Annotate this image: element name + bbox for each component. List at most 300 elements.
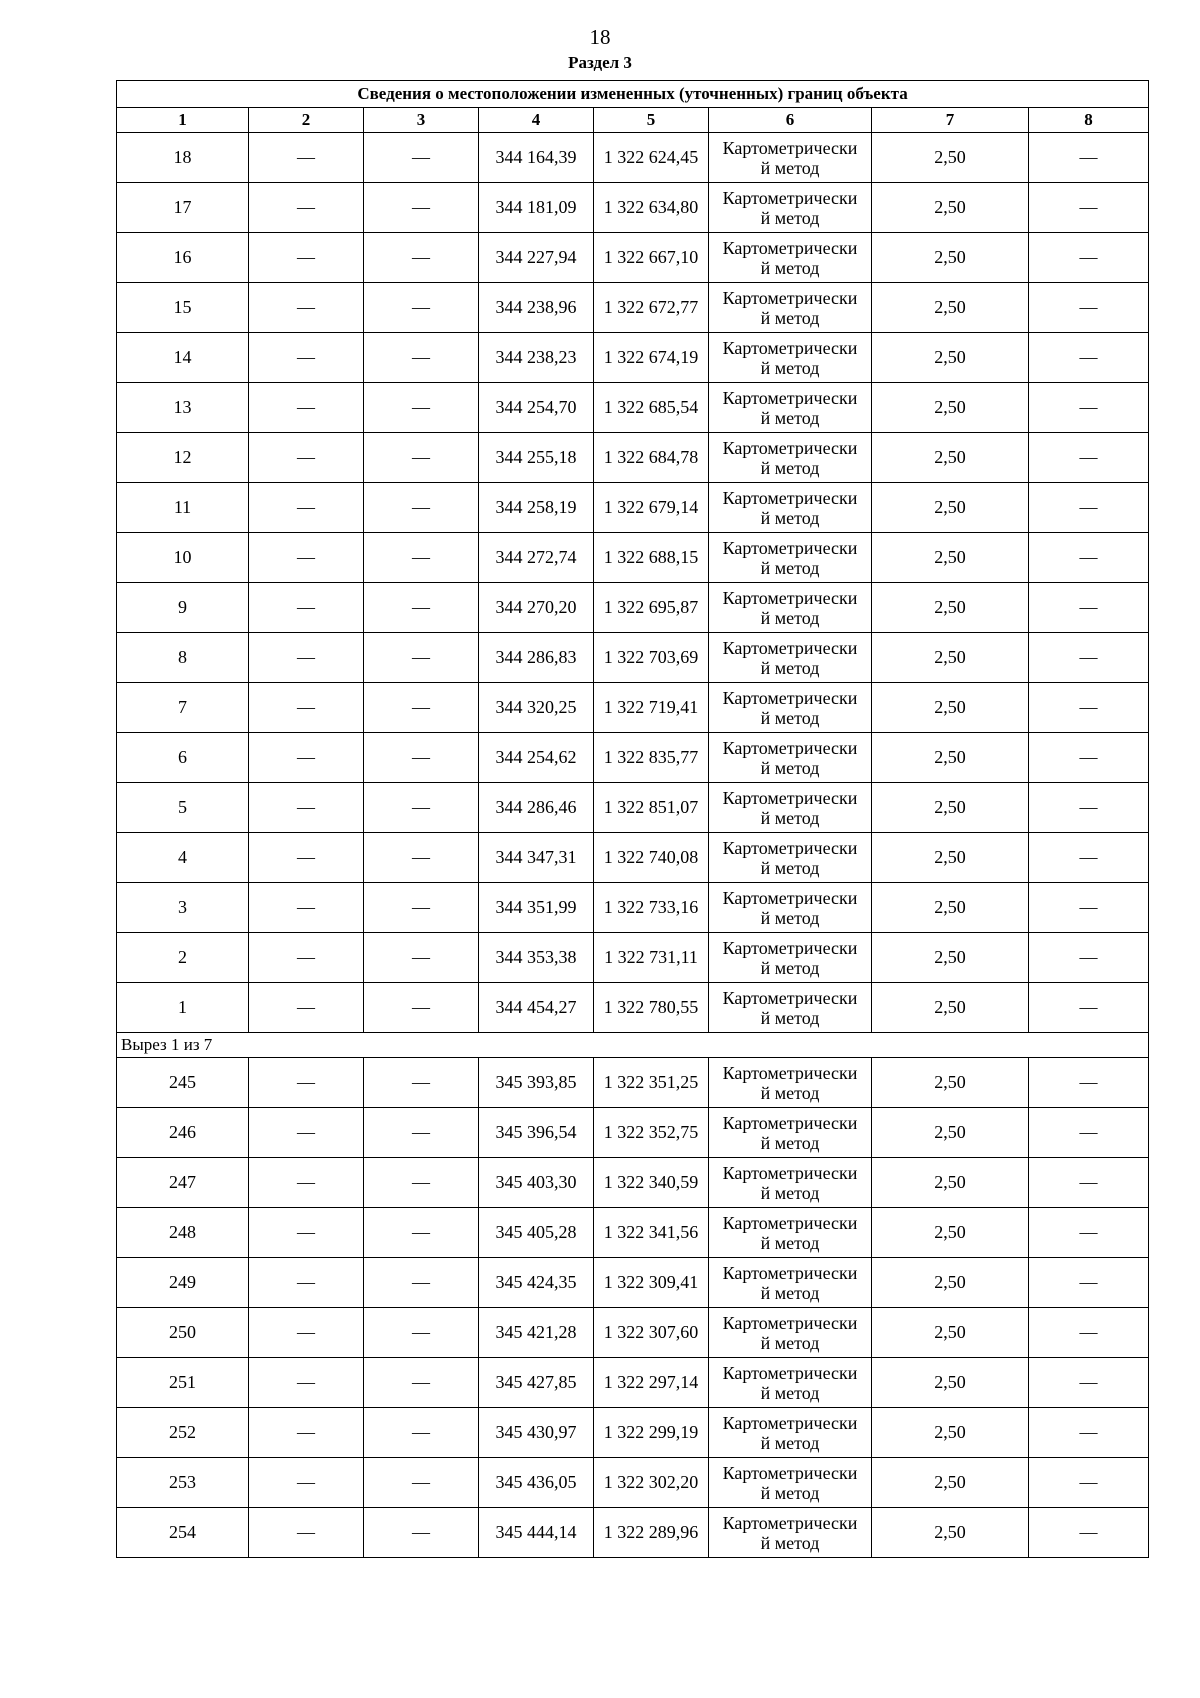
- method-text-line: Картометрически: [722, 1312, 858, 1333]
- empty-dash-cell: —: [364, 433, 479, 483]
- column-number: 8: [1029, 108, 1149, 133]
- table-row: [117, 383, 1149, 433]
- column-number-row: [117, 108, 1149, 133]
- method-cell: [709, 1458, 872, 1508]
- precision-cell: 2,50: [872, 233, 1029, 283]
- method-text-line: й метод: [760, 707, 820, 728]
- y-coordinate-cell: 1 322 835,77: [594, 733, 709, 783]
- empty-dash-cell: —: [249, 1408, 364, 1458]
- point-number-cell: 9: [117, 583, 249, 633]
- empty-dash-cell: —: [249, 1358, 364, 1408]
- table-row: [117, 583, 1149, 633]
- table-row: [117, 1358, 1149, 1408]
- method-cell: [709, 983, 872, 1033]
- y-coordinate-cell: 1 322 672,77: [594, 283, 709, 333]
- precision-cell: 2,50: [872, 883, 1029, 933]
- x-coordinate-cell: 345 393,85: [479, 1058, 594, 1108]
- x-coordinate-cell: 344 270,20: [479, 583, 594, 633]
- y-coordinate-cell: 1 322 674,19: [594, 333, 709, 383]
- empty-dash-cell: —: [1029, 233, 1149, 283]
- y-coordinate-cell: 1 322 352,75: [594, 1108, 709, 1158]
- x-coordinate-cell: 344 272,74: [479, 533, 594, 583]
- method-text-line: Картометрически: [722, 1412, 858, 1433]
- precision-cell: 2,50: [872, 483, 1029, 533]
- method-text-line: й метод: [760, 807, 820, 828]
- point-number-cell: 3: [117, 883, 249, 933]
- method-text-line: й метод: [760, 1132, 820, 1153]
- empty-dash-cell: —: [249, 933, 364, 983]
- precision-cell: 2,50: [872, 1108, 1029, 1158]
- precision-cell: 2,50: [872, 733, 1029, 783]
- point-number-cell: 1: [117, 983, 249, 1033]
- table-row: [117, 683, 1149, 733]
- table-row: [117, 1408, 1149, 1458]
- method-text-line: й метод: [760, 357, 820, 378]
- table-row: [117, 1208, 1149, 1258]
- page-number: 18: [589, 25, 611, 49]
- precision-cell: 2,50: [872, 1358, 1029, 1408]
- method-cell: [709, 783, 872, 833]
- method-cell: [709, 833, 872, 883]
- empty-dash-cell: —: [364, 1258, 479, 1308]
- column-number: 5: [594, 108, 709, 133]
- empty-dash-cell: —: [364, 183, 479, 233]
- point-number-cell: 12: [117, 433, 249, 483]
- method-text-line: Картометрически: [722, 837, 858, 858]
- table-row: [117, 233, 1149, 283]
- table-row: [117, 783, 1149, 833]
- precision-cell: 2,50: [872, 183, 1029, 233]
- column-number: 2: [249, 108, 364, 133]
- point-number-cell: 254: [117, 1508, 249, 1558]
- point-number-cell: 11: [117, 483, 249, 533]
- method-text-line: й метод: [760, 1082, 820, 1103]
- x-coordinate-cell: 344 286,46: [479, 783, 594, 833]
- empty-dash-cell: —: [364, 1158, 479, 1208]
- method-text-line: Картометрически: [722, 1362, 858, 1383]
- empty-dash-cell: —: [249, 1158, 364, 1208]
- point-number-cell: 6: [117, 733, 249, 783]
- empty-dash-cell: —: [364, 333, 479, 383]
- table-body: [117, 133, 1149, 1558]
- y-coordinate-cell: 1 322 695,87: [594, 583, 709, 633]
- empty-dash-cell: —: [249, 733, 364, 783]
- method-text-line: Картометрически: [722, 987, 858, 1008]
- point-number-cell: 15: [117, 283, 249, 333]
- precision-cell: 2,50: [872, 1508, 1029, 1558]
- precision-cell: 2,50: [872, 283, 1029, 333]
- method-text-line: Картометрически: [722, 1112, 858, 1133]
- point-number-cell: 246: [117, 1108, 249, 1158]
- table-row: [117, 1158, 1149, 1208]
- point-number-cell: 17: [117, 183, 249, 233]
- method-cell: [709, 183, 872, 233]
- method-cell: [709, 933, 872, 983]
- empty-dash-cell: —: [1029, 383, 1149, 433]
- y-coordinate-cell: 1 322 309,41: [594, 1258, 709, 1308]
- method-cell: [709, 233, 872, 283]
- point-number-cell: 249: [117, 1258, 249, 1308]
- method-cell: [709, 133, 872, 183]
- empty-dash-cell: —: [249, 1258, 364, 1308]
- y-coordinate-cell: 1 322 780,55: [594, 983, 709, 1033]
- method-cell: [709, 733, 872, 783]
- x-coordinate-cell: 344 181,09: [479, 183, 594, 233]
- empty-dash-cell: —: [364, 1058, 479, 1108]
- empty-dash-cell: —: [1029, 633, 1149, 683]
- empty-dash-cell: —: [1029, 183, 1149, 233]
- point-number-cell: 16: [117, 233, 249, 283]
- x-coordinate-cell: 344 227,94: [479, 233, 594, 283]
- empty-dash-cell: —: [249, 433, 364, 483]
- section-title: Раздел 3: [568, 53, 632, 72]
- empty-dash-cell: —: [364, 383, 479, 433]
- empty-dash-cell: —: [364, 533, 479, 583]
- x-coordinate-cell: 344 353,38: [479, 933, 594, 983]
- empty-dash-cell: —: [364, 833, 479, 883]
- empty-dash-cell: —: [364, 1408, 479, 1458]
- y-coordinate-cell: 1 322 667,10: [594, 233, 709, 283]
- x-coordinate-cell: 344 320,25: [479, 683, 594, 733]
- column-number: 3: [364, 108, 479, 133]
- table-row: [117, 883, 1149, 933]
- x-coordinate-cell: 344 286,83: [479, 633, 594, 683]
- method-text-line: й метод: [760, 1232, 820, 1253]
- empty-dash-cell: —: [364, 583, 479, 633]
- empty-dash-cell: —: [1029, 1358, 1149, 1408]
- x-coordinate-cell: 345 427,85: [479, 1358, 594, 1408]
- method-cell: [709, 333, 872, 383]
- method-text-line: Картометрически: [722, 1262, 858, 1283]
- method-text-line: Картометрически: [722, 287, 858, 308]
- empty-dash-cell: —: [1029, 533, 1149, 583]
- method-cell: [709, 483, 872, 533]
- empty-dash-cell: —: [1029, 883, 1149, 933]
- x-coordinate-cell: 344 254,70: [479, 383, 594, 433]
- method-text-line: й метод: [760, 1007, 820, 1028]
- method-cell: [709, 633, 872, 683]
- precision-cell: 2,50: [872, 533, 1029, 583]
- x-coordinate-cell: 344 238,23: [479, 333, 594, 383]
- method-text-line: й метод: [760, 1482, 820, 1503]
- method-cell: [709, 1358, 872, 1408]
- method-text-line: й метод: [760, 907, 820, 928]
- point-number-cell: 248: [117, 1208, 249, 1258]
- empty-dash-cell: —: [1029, 1308, 1149, 1358]
- table-row: [117, 483, 1149, 533]
- table-row: [117, 433, 1149, 483]
- empty-dash-cell: —: [1029, 683, 1149, 733]
- table-row: [117, 933, 1149, 983]
- subsection-label: Вырез 1 из 7: [117, 1033, 1149, 1058]
- method-cell: [709, 433, 872, 483]
- point-number-cell: 5: [117, 783, 249, 833]
- empty-dash-cell: —: [249, 1058, 364, 1108]
- precision-cell: 2,50: [872, 683, 1029, 733]
- empty-dash-cell: —: [364, 1458, 479, 1508]
- column-number: 1: [117, 108, 249, 133]
- method-text-line: й метод: [760, 457, 820, 478]
- method-cell: [709, 683, 872, 733]
- precision-cell: 2,50: [872, 633, 1029, 683]
- method-text-line: Картометрически: [722, 1212, 858, 1233]
- empty-dash-cell: —: [1029, 1208, 1149, 1258]
- empty-dash-cell: —: [249, 183, 364, 233]
- empty-dash-cell: —: [364, 1108, 479, 1158]
- boundary-coordinates-table: [116, 80, 1149, 1558]
- method-text-line: Картометрически: [722, 187, 858, 208]
- y-coordinate-cell: 1 322 341,56: [594, 1208, 709, 1258]
- method-text-line: Картометрически: [722, 237, 858, 258]
- empty-dash-cell: —: [249, 1108, 364, 1158]
- method-text-line: Картометрически: [722, 437, 858, 458]
- table-row: [117, 1308, 1149, 1358]
- method-cell: [709, 383, 872, 433]
- empty-dash-cell: —: [364, 233, 479, 283]
- method-text-line: й метод: [760, 607, 820, 628]
- empty-dash-cell: —: [249, 1508, 364, 1558]
- x-coordinate-cell: 344 347,31: [479, 833, 594, 883]
- y-coordinate-cell: 1 322 299,19: [594, 1408, 709, 1458]
- method-cell: [709, 1108, 872, 1158]
- y-coordinate-cell: 1 322 703,69: [594, 633, 709, 683]
- empty-dash-cell: —: [364, 883, 479, 933]
- y-coordinate-cell: 1 322 731,11: [594, 933, 709, 983]
- point-number-cell: 14: [117, 333, 249, 383]
- method-text-line: Картометрически: [722, 787, 858, 808]
- table-row: [117, 333, 1149, 383]
- method-text-line: й метод: [760, 257, 820, 278]
- method-text-line: й метод: [760, 157, 820, 178]
- y-coordinate-cell: 1 322 302,20: [594, 1458, 709, 1508]
- point-number-cell: 7: [117, 683, 249, 733]
- column-number: 6: [709, 108, 872, 133]
- y-coordinate-cell: 1 322 634,80: [594, 183, 709, 233]
- empty-dash-cell: —: [364, 783, 479, 833]
- precision-cell: 2,50: [872, 833, 1029, 883]
- precision-cell: 2,50: [872, 983, 1029, 1033]
- method-text-line: Картометрически: [722, 137, 858, 158]
- method-text-line: Картометрически: [722, 1462, 858, 1483]
- table-row: [117, 733, 1149, 783]
- precision-cell: 2,50: [872, 1408, 1029, 1458]
- method-cell: [709, 1158, 872, 1208]
- precision-cell: 2,50: [872, 1058, 1029, 1108]
- point-number-cell: 247: [117, 1158, 249, 1208]
- y-coordinate-cell: 1 322 351,25: [594, 1058, 709, 1108]
- empty-dash-cell: —: [249, 333, 364, 383]
- y-coordinate-cell: 1 322 289,96: [594, 1508, 709, 1558]
- y-coordinate-cell: 1 322 851,07: [594, 783, 709, 833]
- point-number-cell: 8: [117, 633, 249, 683]
- table-row: [117, 1458, 1149, 1508]
- precision-cell: 2,50: [872, 1458, 1029, 1508]
- empty-dash-cell: —: [249, 133, 364, 183]
- method-cell: [709, 1058, 872, 1108]
- precision-cell: 2,50: [872, 1208, 1029, 1258]
- empty-dash-cell: —: [249, 583, 364, 633]
- table-row: [117, 633, 1149, 683]
- point-number-cell: 253: [117, 1458, 249, 1508]
- empty-dash-cell: —: [249, 1308, 364, 1358]
- precision-cell: 2,50: [872, 383, 1029, 433]
- empty-dash-cell: —: [1029, 1458, 1149, 1508]
- y-coordinate-cell: 1 322 340,59: [594, 1158, 709, 1208]
- method-text-line: й метод: [760, 857, 820, 878]
- method-cell: [709, 533, 872, 583]
- method-text-line: Картометрически: [722, 387, 858, 408]
- x-coordinate-cell: 345 405,28: [479, 1208, 594, 1258]
- precision-cell: 2,50: [872, 1158, 1029, 1208]
- empty-dash-cell: —: [364, 1308, 479, 1358]
- x-coordinate-cell: 345 430,97: [479, 1408, 594, 1458]
- empty-dash-cell: —: [1029, 1158, 1149, 1208]
- method-text-line: Картометрически: [722, 587, 858, 608]
- method-text-line: й метод: [760, 307, 820, 328]
- y-coordinate-cell: 1 322 679,14: [594, 483, 709, 533]
- y-coordinate-cell: 1 322 297,14: [594, 1358, 709, 1408]
- empty-dash-cell: —: [364, 633, 479, 683]
- column-number: 4: [479, 108, 594, 133]
- method-text-line: й метод: [760, 1382, 820, 1403]
- method-text-line: й метод: [760, 1432, 820, 1453]
- table-row: [117, 183, 1149, 233]
- precision-cell: 2,50: [872, 933, 1029, 983]
- y-coordinate-cell: 1 322 719,41: [594, 683, 709, 733]
- method-cell: [709, 883, 872, 933]
- method-text-line: Картометрически: [722, 1162, 858, 1183]
- method-text-line: Картометрически: [722, 687, 858, 708]
- empty-dash-cell: —: [249, 883, 364, 933]
- method-text-line: й метод: [760, 207, 820, 228]
- x-coordinate-cell: 344 164,39: [479, 133, 594, 183]
- x-coordinate-cell: 345 403,30: [479, 1158, 594, 1208]
- table-row: [117, 833, 1149, 883]
- empty-dash-cell: —: [1029, 1108, 1149, 1158]
- table-row: [117, 1508, 1149, 1558]
- y-coordinate-cell: 1 322 624,45: [594, 133, 709, 183]
- empty-dash-cell: —: [364, 1508, 479, 1558]
- empty-dash-cell: —: [1029, 1258, 1149, 1308]
- method-text-line: Картометрически: [722, 487, 858, 508]
- table-row: [117, 283, 1149, 333]
- point-number-cell: 4: [117, 833, 249, 883]
- empty-dash-cell: —: [249, 983, 364, 1033]
- table-row: [117, 1058, 1149, 1108]
- empty-dash-cell: —: [249, 1458, 364, 1508]
- method-text-line: й метод: [760, 507, 820, 528]
- table-row: [117, 133, 1149, 183]
- y-coordinate-cell: 1 322 307,60: [594, 1308, 709, 1358]
- empty-dash-cell: —: [1029, 283, 1149, 333]
- empty-dash-cell: —: [249, 633, 364, 683]
- precision-cell: 2,50: [872, 333, 1029, 383]
- empty-dash-cell: —: [364, 133, 479, 183]
- method-cell: [709, 1258, 872, 1308]
- precision-cell: 2,50: [872, 783, 1029, 833]
- empty-dash-cell: —: [1029, 733, 1149, 783]
- point-number-cell: 13: [117, 383, 249, 433]
- method-text-line: й метод: [760, 957, 820, 978]
- empty-dash-cell: —: [249, 483, 364, 533]
- method-text-line: й метод: [760, 757, 820, 778]
- empty-dash-cell: —: [1029, 483, 1149, 533]
- empty-dash-cell: —: [364, 1358, 479, 1408]
- method-text-line: Картометрически: [722, 637, 858, 658]
- method-text-line: й метод: [760, 1182, 820, 1203]
- x-coordinate-cell: 344 351,99: [479, 883, 594, 933]
- point-number-cell: 10: [117, 533, 249, 583]
- method-cell: [709, 1508, 872, 1558]
- empty-dash-cell: —: [1029, 983, 1149, 1033]
- x-coordinate-cell: 345 396,54: [479, 1108, 594, 1158]
- method-text-line: Картометрически: [722, 1062, 858, 1083]
- empty-dash-cell: —: [1029, 783, 1149, 833]
- empty-dash-cell: —: [364, 1208, 479, 1258]
- x-coordinate-cell: 344 238,96: [479, 283, 594, 333]
- x-coordinate-cell: 345 424,35: [479, 1258, 594, 1308]
- y-coordinate-cell: 1 322 684,78: [594, 433, 709, 483]
- precision-cell: 2,50: [872, 433, 1029, 483]
- empty-dash-cell: —: [364, 733, 479, 783]
- empty-dash-cell: —: [249, 1208, 364, 1258]
- method-cell: [709, 1208, 872, 1258]
- column-number: 7: [872, 108, 1029, 133]
- y-coordinate-cell: 1 322 688,15: [594, 533, 709, 583]
- empty-dash-cell: —: [1029, 333, 1149, 383]
- method-cell: [709, 583, 872, 633]
- empty-dash-cell: —: [249, 233, 364, 283]
- method-text-line: й метод: [760, 407, 820, 428]
- point-number-cell: 250: [117, 1308, 249, 1358]
- method-text-line: Картометрически: [722, 1512, 858, 1533]
- empty-dash-cell: —: [364, 683, 479, 733]
- y-coordinate-cell: 1 322 685,54: [594, 383, 709, 433]
- y-coordinate-cell: 1 322 733,16: [594, 883, 709, 933]
- empty-dash-cell: —: [364, 283, 479, 333]
- table-title: Сведения о местоположении измененных (уточненных) границ объекта: [117, 81, 1149, 108]
- method-text-line: й метод: [760, 1282, 820, 1303]
- x-coordinate-cell: 345 444,14: [479, 1508, 594, 1558]
- empty-dash-cell: —: [249, 533, 364, 583]
- method-text-line: й метод: [760, 657, 820, 678]
- method-text-line: й метод: [760, 557, 820, 578]
- empty-dash-cell: —: [249, 383, 364, 433]
- precision-cell: 2,50: [872, 133, 1029, 183]
- empty-dash-cell: —: [1029, 583, 1149, 633]
- table-row: [117, 1258, 1149, 1308]
- method-cell: [709, 283, 872, 333]
- empty-dash-cell: —: [1029, 1058, 1149, 1108]
- x-coordinate-cell: 344 258,19: [479, 483, 594, 533]
- empty-dash-cell: —: [1029, 833, 1149, 883]
- point-number-cell: 18: [117, 133, 249, 183]
- x-coordinate-cell: 344 255,18: [479, 433, 594, 483]
- precision-cell: 2,50: [872, 1258, 1029, 1308]
- empty-dash-cell: —: [1029, 1508, 1149, 1558]
- empty-dash-cell: —: [364, 983, 479, 1033]
- empty-dash-cell: —: [249, 683, 364, 733]
- empty-dash-cell: —: [364, 933, 479, 983]
- empty-dash-cell: —: [1029, 933, 1149, 983]
- x-coordinate-cell: 345 436,05: [479, 1458, 594, 1508]
- method-text-line: Картометрически: [722, 887, 858, 908]
- table-row: [117, 1108, 1149, 1158]
- point-number-cell: 245: [117, 1058, 249, 1108]
- method-text-line: Картометрически: [722, 537, 858, 558]
- x-coordinate-cell: 344 254,62: [479, 733, 594, 783]
- method-text-line: й метод: [760, 1332, 820, 1353]
